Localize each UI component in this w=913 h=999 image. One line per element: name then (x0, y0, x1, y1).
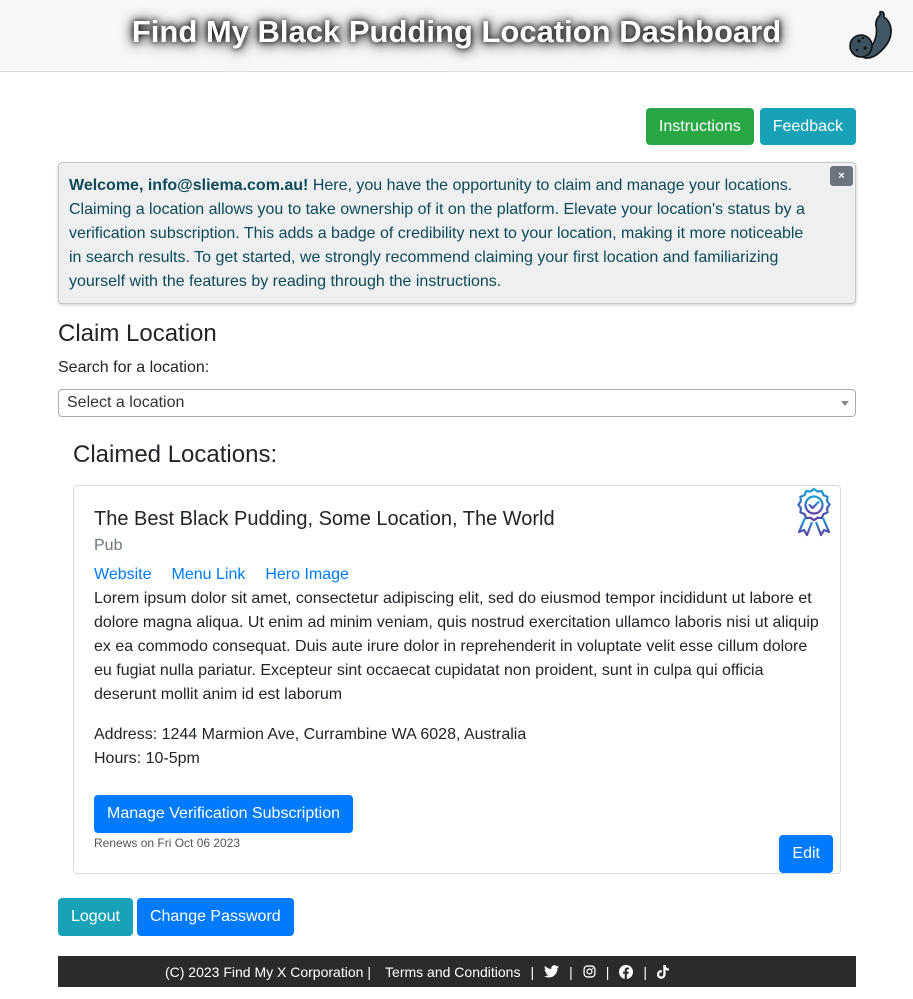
change-password-button[interactable]: Change Password (137, 898, 294, 936)
instructions-button[interactable]: Instructions (646, 108, 754, 145)
claim-location-heading: Claim Location (58, 320, 217, 347)
edit-location-button[interactable]: Edit (779, 835, 833, 873)
location-select[interactable] (58, 389, 856, 417)
renewal-date: Renews on Fri Oct 06 2023 (94, 836, 241, 850)
welcome-message: Here, you have the opportunity to claim and manage your locations. Claiming a location allows you to take ownership of it on the platform. Elevate your location's status by a verification subscription. This adds a badge of credibility next to your location, making it more noticeable in search results. To get started, we strongly recommend claiming your first location and familiarizing yourself with the features by reading through the instructions. (69, 177, 805, 290)
footer-separator: | (367, 963, 372, 980)
footer-separator: | (605, 963, 610, 980)
location-address: Address: 1244 Marmion Ave, Currambine WA 6028, Australia (94, 726, 527, 743)
location-description: Lorem ipsum dolor sit amet, consectetur adipiscing elit, sed do eiusmod tempor incididunt ut labore et dolore magna aliqua. Ut enim ad minim veniam, quis nostrud exercitation ullamco laboris nisi ut aliquip ex ea commodo consequat. Duis aute irure dolor in reprehenderit in voluptate velit esse cillum dolore eu fugiat nulla pariatur. Excepteur sint occaecat cupidatat non proident, sunt in culpa qui officia deserunt mollit anim id est laborum (94, 590, 819, 703)
menu-link[interactable]: Menu Link (171, 566, 246, 583)
account-actions (58, 898, 294, 936)
footer-separator: | (530, 963, 535, 980)
manage-verification-subscription-button[interactable]: Manage Verification Subscription (94, 795, 353, 833)
search-location-label: Search for a location: (58, 359, 210, 376)
location-card (73, 485, 841, 874)
logout-button[interactable]: Logout (58, 898, 133, 936)
page-title: Find My Black Pudding Location Dashboard (131, 14, 782, 49)
dropdown-arrow-icon (841, 401, 849, 406)
location-hours: Hours: 10-5pm (94, 750, 200, 767)
close-alert-button[interactable]: × (830, 166, 853, 186)
verified-badge-icon (794, 486, 834, 538)
tiktok-icon[interactable] (657, 965, 669, 979)
top-actions (646, 108, 856, 145)
black-pudding-icon (847, 8, 895, 62)
location-select-value: Select a location (67, 394, 185, 411)
location-name: The Best Black Pudding, Some Location, The World (94, 508, 555, 530)
copyright-text: (C) 2023 Find My X Corporation (164, 963, 364, 980)
welcome-alert (58, 162, 856, 304)
location-type: Pub (94, 537, 123, 554)
page-footer (58, 956, 856, 987)
location-links (94, 566, 349, 584)
terms-link[interactable]: Terms and Conditions (385, 963, 521, 980)
instagram-icon[interactable] (583, 965, 596, 978)
footer-separator: | (643, 963, 648, 980)
page-header (0, 0, 913, 72)
twitter-icon[interactable] (544, 965, 559, 978)
website-link[interactable]: Website (94, 566, 152, 583)
footer-separator: | (569, 963, 573, 980)
facebook-icon[interactable] (619, 965, 633, 979)
claimed-locations-heading: Claimed Locations: (73, 441, 278, 468)
welcome-greeting: Welcome, info@sliema.com.au! (69, 177, 309, 194)
hero-image-link[interactable]: Hero Image (265, 566, 349, 583)
feedback-button[interactable]: Feedback (760, 108, 856, 145)
